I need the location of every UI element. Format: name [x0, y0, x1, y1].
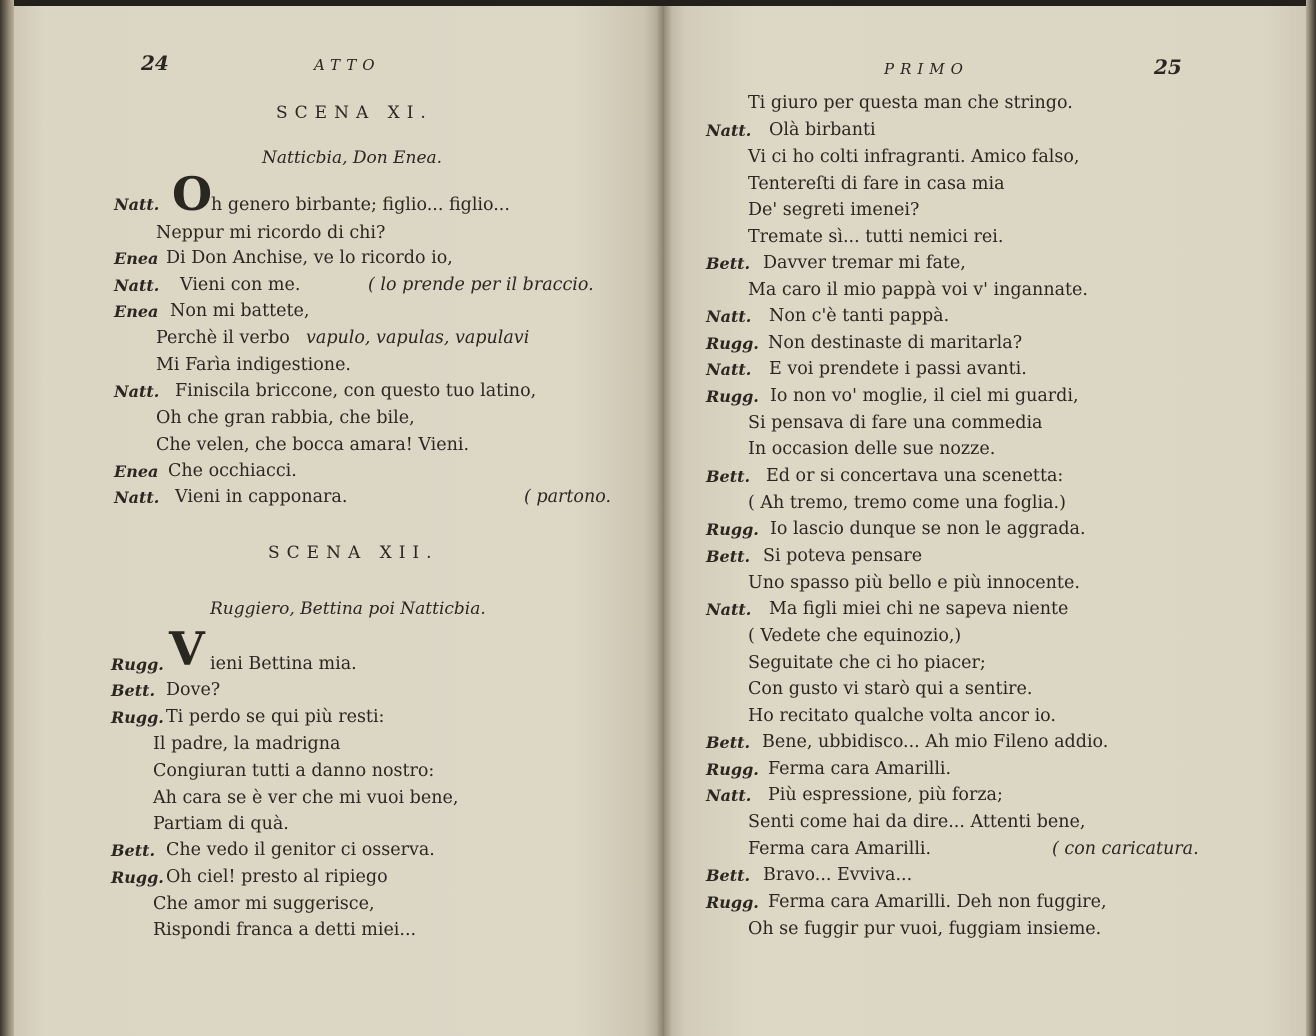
- verse-line: Si poteva pensare: [763, 546, 923, 566]
- verse-line: Vieni in capponara.: [175, 487, 348, 507]
- speaker-label: Rugg.: [706, 387, 759, 406]
- verse-line: Che amor mi suggerisce,: [153, 894, 375, 914]
- verse-line: Oh ciel! presto al ripiego: [166, 867, 388, 887]
- verse-line: Oh che gran rabbia, che bile,: [156, 408, 415, 428]
- latin-verbs: vapulo, vapulas, vapulavi: [306, 328, 530, 348]
- speaker-label: Bett.: [706, 866, 751, 885]
- verse-line: Che occhiacci.: [168, 461, 297, 481]
- stage-direction: ( partono.: [524, 487, 612, 507]
- speaker-label: Bett.: [706, 733, 751, 752]
- verse-line: Non mi battete,: [170, 301, 310, 321]
- drop-cap: O: [172, 167, 213, 221]
- verse-line: Seguitate che ci ho piacer;: [748, 653, 986, 673]
- verse-line: Ho recitato qualche volta ancor io.: [748, 706, 1056, 726]
- verse-line: Ferma cara Amarilli.: [768, 759, 952, 779]
- verse-line: Oh se fuggir pur vuoi, fuggiam insieme.: [748, 919, 1102, 939]
- verse-line: Bravo... Evviva...: [763, 865, 913, 885]
- verse-line: Neppur mi ricordo di chi?: [156, 223, 386, 243]
- verse-line: Senti come hai da dire... Attenti bene,: [748, 812, 1086, 832]
- speaker-label: Enea: [114, 462, 159, 481]
- speaker-label: Rugg.: [706, 893, 759, 912]
- verse-line: Davver tremar mi fate,: [763, 253, 966, 273]
- verse-line: Partiam di quà.: [153, 814, 289, 834]
- verse-line: Vieni con me.: [180, 275, 301, 295]
- verse-line: ieni Bettina mia.: [210, 654, 357, 674]
- verse-line: Olà birbanti: [769, 120, 876, 140]
- speaker-label: Bett.: [111, 841, 156, 860]
- speaker-label: Enea: [114, 302, 159, 321]
- speaker-label: Rugg.: [111, 708, 164, 727]
- book-edge-right: [1306, 0, 1316, 1036]
- stage-direction: ( con caricatura.: [1052, 839, 1199, 859]
- drop-cap: V: [169, 622, 205, 676]
- verse-line: Vi ci ho colti infragranti. Amico falso,: [748, 147, 1080, 167]
- speaker-label: Natt.: [114, 382, 160, 401]
- verse-line: Ti giuro per questa man che stringo.: [748, 93, 1073, 113]
- scene-characters: Natticbia, Don Enea.: [262, 148, 443, 168]
- left-page: [14, 6, 664, 1036]
- speaker-label: Natt.: [114, 276, 160, 295]
- verse-line: Ferma cara Amarilli. Deh non fuggire,: [768, 892, 1107, 912]
- speaker-label: Natt.: [706, 121, 752, 140]
- speaker-label: Bett.: [706, 467, 751, 486]
- verse-line: Ma figli miei chi ne sapeva niente: [769, 599, 1069, 619]
- verse-line: Io lascio dunque se non le aggrada.: [770, 519, 1086, 539]
- stage-direction: ( lo prende per il braccio.: [368, 275, 594, 295]
- verse-line: Uno spasso più bello e più innocente.: [748, 573, 1080, 593]
- page-number: 25: [1154, 55, 1182, 79]
- running-head: ATTO: [314, 56, 381, 74]
- speaker-label: Bett.: [111, 681, 156, 700]
- verse-line: Si pensava di fare una commedia: [748, 413, 1043, 433]
- verse-line: Perchè il verbo: [156, 328, 290, 348]
- verse-line: Congiuran tutti a danno nostro:: [153, 761, 435, 781]
- verse-line: Tentereſti di fare in casa mia: [748, 174, 1005, 194]
- verse-line: Che vedo il genitor ci osserva.: [166, 840, 435, 860]
- book-gutter: [656, 6, 672, 1036]
- book-edge-left: [0, 0, 14, 1036]
- running-head: PRIMO: [884, 60, 969, 78]
- speaker-label: Rugg.: [111, 868, 164, 887]
- verse-line: Tremate sì... tutti nemici rei.: [748, 227, 1004, 247]
- speaker-label: Natt.: [706, 600, 752, 619]
- speaker-label: Natt.: [706, 786, 752, 805]
- speaker-label: Natt.: [706, 307, 752, 326]
- page-number: 24: [141, 51, 169, 75]
- verse-line: E voi prendete i passi avanti.: [769, 359, 1027, 379]
- verse-line: Dove?: [166, 680, 221, 700]
- verse-line: Rispondi franca a detti miei...: [153, 920, 417, 940]
- verse-line: Il padre, la madrigna: [153, 734, 341, 754]
- verse-line: De' segreti imenei?: [748, 200, 920, 220]
- right-page: [664, 6, 1306, 1036]
- speaker-label: Natt.: [114, 488, 160, 507]
- verse-line: Ma caro il mio pappà voi v' ingannate.: [748, 280, 1088, 300]
- verse-line: Ferma cara Amarilli.: [748, 839, 932, 859]
- verse-line: Mi Farìa indigestione.: [156, 355, 351, 375]
- speaker-label: Natt.: [114, 195, 160, 214]
- speaker-label: Rugg.: [706, 760, 759, 779]
- verse-line: Di Don Anchise, ve lo ricordo io,: [166, 248, 453, 268]
- speaker-label: Rugg.: [706, 334, 759, 353]
- verse-line: ( Vedete che equinozio,): [748, 626, 962, 646]
- verse-line: Che velen, che bocca amara! Vieni.: [156, 435, 470, 455]
- verse-line: ( Ah tremo, tremo come una foglia.): [748, 493, 1066, 513]
- verse-line: In occasion delle sue nozze.: [748, 439, 996, 459]
- speaker-label: Bett.: [706, 547, 751, 566]
- verse-line: Ti perdo se qui più resti:: [166, 707, 385, 727]
- scene-title: SCENA XI.: [276, 103, 433, 123]
- verse-line: Più espressione, più forza;: [768, 785, 1003, 805]
- verse-line: Ah cara se è ver che mi vuoi bene,: [153, 788, 459, 808]
- scene-title: SCENA XII.: [268, 543, 439, 563]
- speaker-label: Enea: [114, 249, 159, 268]
- speaker-label: Bett.: [706, 254, 751, 273]
- speaker-label: Rugg.: [111, 655, 164, 674]
- verse-line: Bene, ubbidisco... Ah mio Fileno addio.: [762, 732, 1109, 752]
- verse-line: Io non vo' moglie, il ciel mi guardi,: [770, 386, 1079, 406]
- verse-line: Finiscila briccone, con questo tuo latino,: [175, 381, 537, 401]
- speaker-label: Natt.: [706, 360, 752, 379]
- verse-line: Ed or si concertava una scenetta:: [766, 466, 1064, 486]
- scene-characters: Ruggiero, Bettina poi Natticbia.: [210, 599, 486, 619]
- speaker-label: Rugg.: [706, 520, 759, 539]
- verse-line: Non c'è tanti pappà.: [769, 306, 950, 326]
- verse-line: Non destinaste di maritarla?: [768, 333, 1023, 353]
- verse-line: h genero birbante; figlio... figlio...: [211, 195, 510, 215]
- verse-line: Con gusto vi starò qui a sentire.: [748, 679, 1033, 699]
